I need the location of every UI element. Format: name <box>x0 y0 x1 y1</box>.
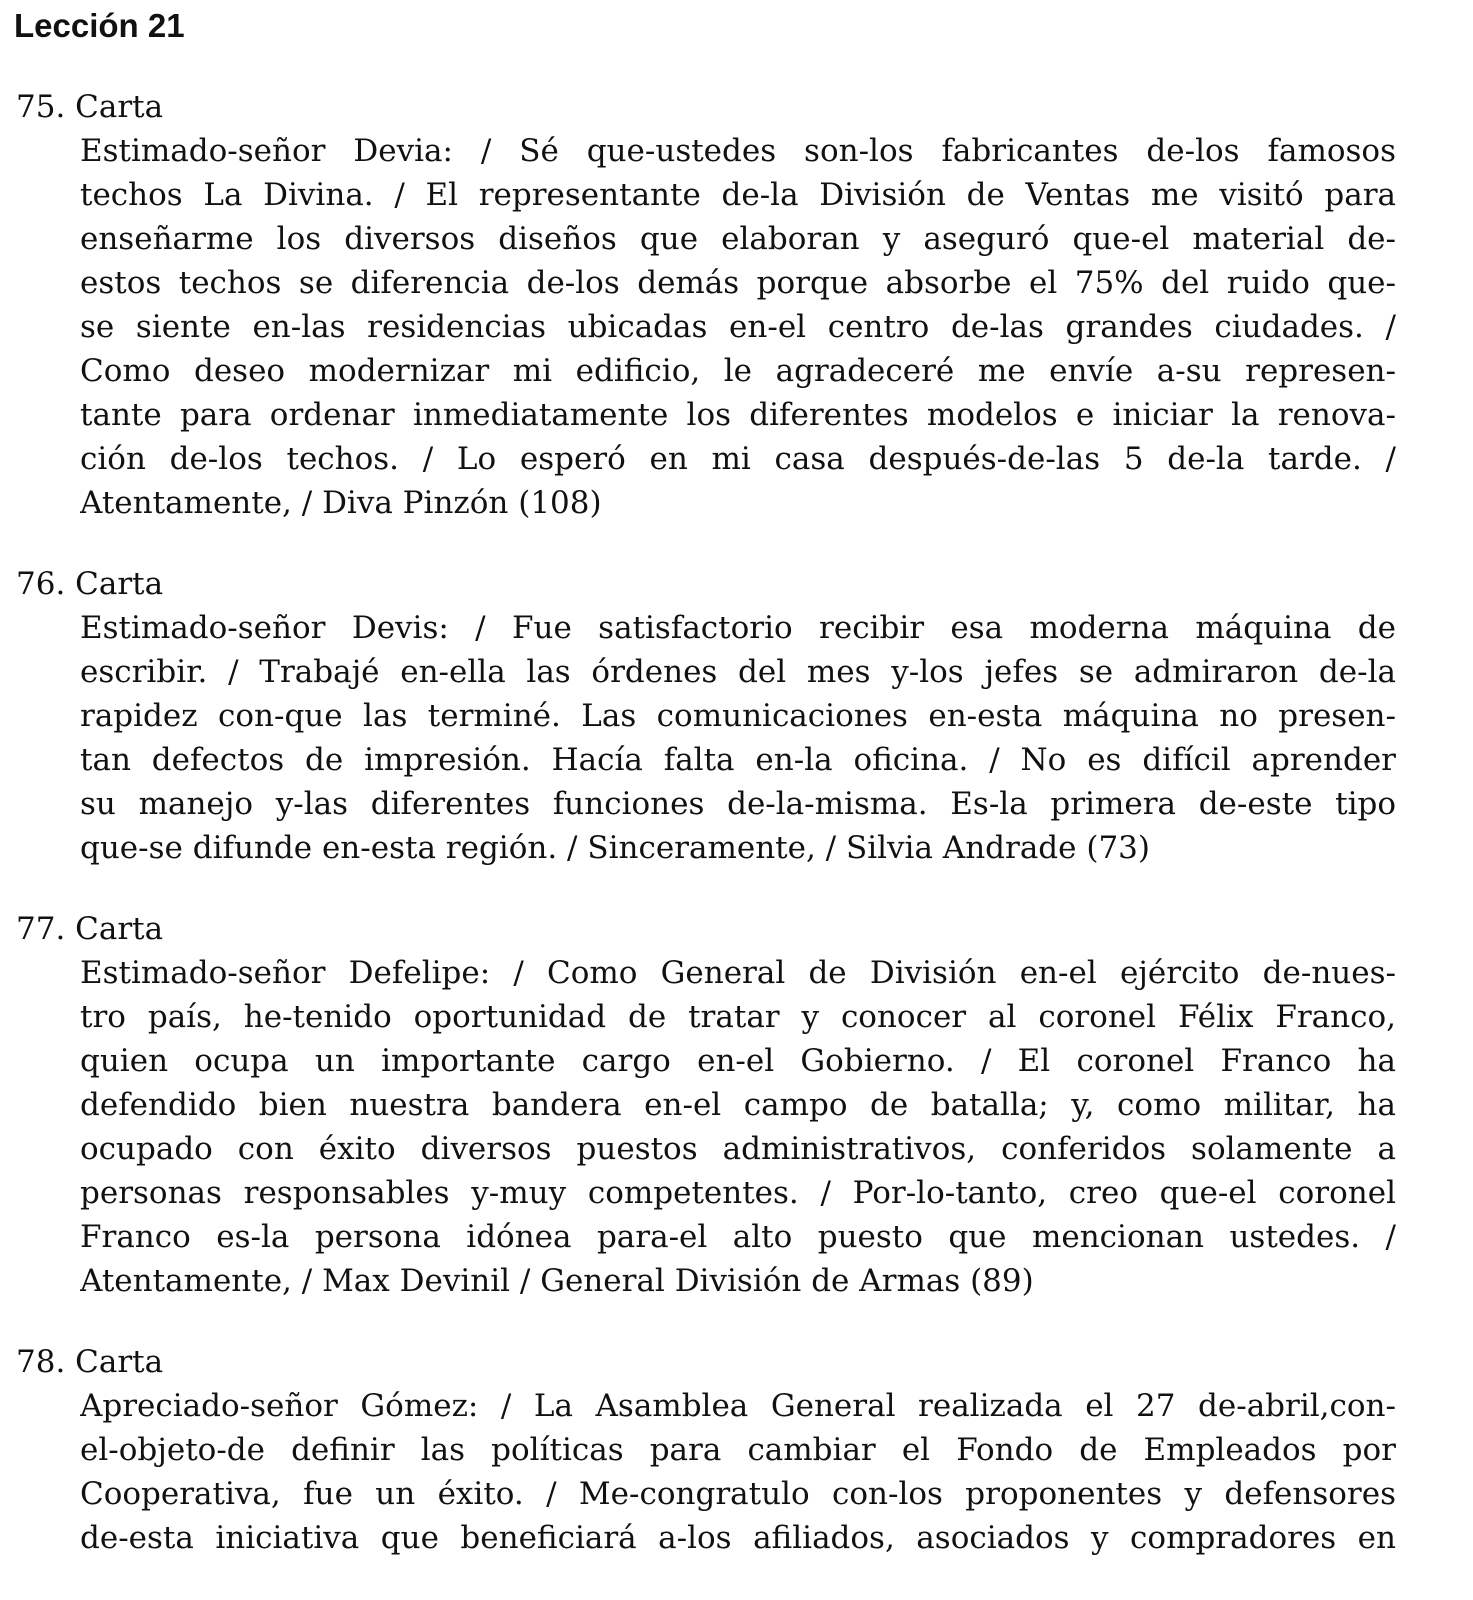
text-line: escribir. / Trabajé en-ella las órdenes del mes y-los jefes se admiraron de-la <box>80 654 1396 690</box>
text-line: Cooperativa, fue un éxito. / Me-congratulo con-los proponentes y defensores <box>80 1476 1396 1512</box>
text-line: quien ocupa un importante cargo en-el Gobierno. / El coronel Franco ha <box>80 1043 1396 1079</box>
text-line: tan defectos de impresión. Hacía falta en-la oficina. / No es difícil aprender <box>80 742 1396 778</box>
letter-body <box>80 606 1396 870</box>
text-line: su manejo y-las diferentes funciones de-la-misma. Es-la primera de-este tipo <box>80 786 1396 822</box>
text-line: Atentamente, / Max Devinil / General División de Armas (89) <box>80 1263 1034 1299</box>
letter-heading: 77. Carta <box>16 911 164 947</box>
text-line: de-esta iniciativa que beneficiará a-los afiliados, asociados y compradores en <box>80 1520 1396 1556</box>
text-line: que-se difunde en-esta región. / Sinceramente, / Silvia Andrade (73) <box>80 830 1150 866</box>
text-line: Atentamente, / Diva Pinzón (108) <box>80 485 602 521</box>
text-line: tante para ordenar inmediatamente los diferentes modelos e iniciar la renova- <box>80 397 1396 433</box>
text-line: ocupado con éxito diversos puestos administrativos, conferidos solamente a <box>80 1131 1396 1167</box>
text-line: tro país, he-tenido oportunidad de tratar y conocer al coronel Félix Franco, <box>80 999 1396 1035</box>
text-line: Estimado-señor Defelipe: / Como General de División en-el ejército de-nues- <box>80 955 1396 991</box>
letter-body <box>80 1384 1396 1560</box>
text-line: Estimado-señor Devis: / Fue satisfactorio recibir esa moderna máquina de <box>80 610 1396 646</box>
text-line: personas responsables y-muy competentes. / Por-lo-tanto, creo que-el coronel <box>80 1175 1396 1211</box>
text-line: techos La Divina. / El representante de-la División de Ventas me visitó para <box>80 177 1396 213</box>
text-line: estos techos se diferencia de-los demás porque absorbe el 75% del ruido que- <box>80 265 1396 301</box>
text-line: rapidez con-que las terminé. Las comunicaciones en-esta máquina no presen- <box>80 698 1396 734</box>
letter-heading: 78. Carta <box>16 1344 164 1380</box>
lesson-title: Lección 21 <box>14 7 185 44</box>
text-line: enseñarme los diversos diseños que elaboran y aseguró que-el material de- <box>80 221 1396 257</box>
letter-heading: 76. Carta <box>16 566 164 602</box>
text-line: se siente en-las residencias ubicadas en-el centro de-las grandes ciudades. / <box>80 309 1396 345</box>
text-line: defendido bien nuestra bandera en-el campo de batalla; y, como militar, ha <box>80 1087 1396 1123</box>
text-line: ción de-los techos. / Lo esperó en mi casa después-de-las 5 de-la tarde. / <box>80 441 1396 477</box>
text-line: Franco es-la persona idónea para-el alto puesto que mencionan ustedes. / <box>80 1219 1396 1255</box>
letter-body <box>80 951 1396 1303</box>
letter-body <box>80 129 1396 525</box>
text-line: Como deseo modernizar mi edificio, le agradeceré me envíe a-su represen- <box>80 353 1396 389</box>
text-line: Apreciado-señor Gómez: / La Asamblea General realizada el 27 de-abril,con- <box>80 1388 1396 1424</box>
letter-heading: 75. Carta <box>16 89 164 125</box>
text-line: el-objeto-de definir las políticas para cambiar el Fondo de Empleados por <box>80 1432 1396 1468</box>
text-line: Estimado-señor Devia: / Sé que-ustedes son-los fabricantes de-los famosos <box>80 133 1396 169</box>
